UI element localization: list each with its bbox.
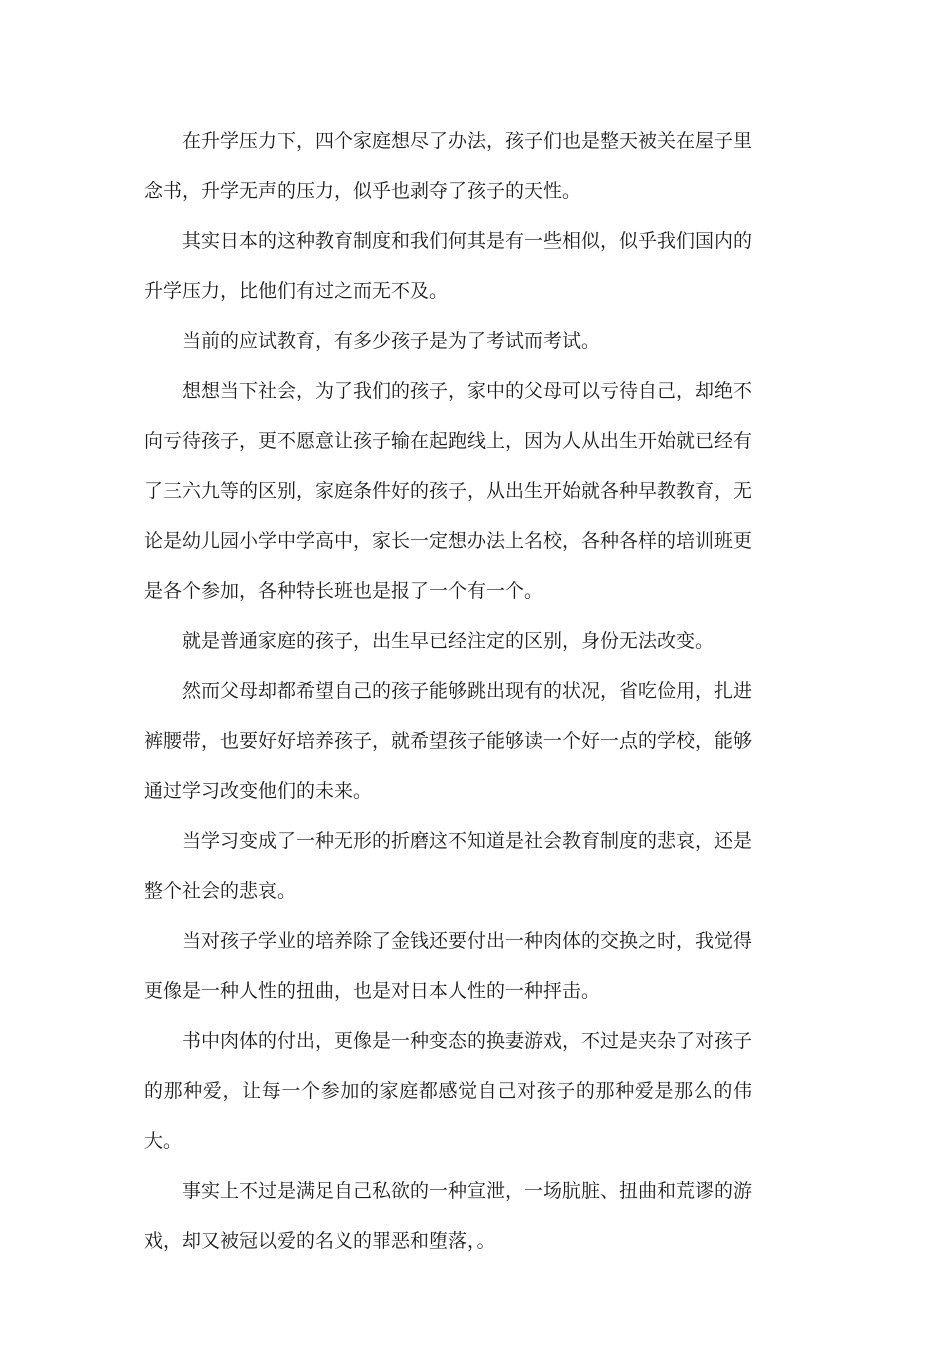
paragraph-4: 想想当下社会，为了我们的孩子，家中的父母可以亏待自己，却绝不向亏待孩子，更不愿意让孩子输在起跑线上，因为人从出生开始就已经有了三六九等的区别，家庭条件好的孩子，从出生开始就各种早教教育，无论是幼儿园小学中学高中，家长一定想办法上名校，各种各样的培训班更是各个参加，各种特长班也是报了一个有一个。 — [144, 380, 753, 602]
paragraph-7: 当学习变成了一种无形的折磨这不知道是社会教育制度的悲哀，还是整个社会的悲哀。 — [144, 830, 753, 902]
paragraph-10: 事实上不过是满足自己私欲的一种宣泄，一场肮脏、扭曲和荒谬的游戏，却又被冠以爱的名义的罪恶和堕落，。 — [144, 1180, 753, 1252]
paragraph-1: 在升学压力下，四个家庭想尽了办法，孩子们也是整天被关在屋子里念书，升学无声的压力，似乎也剥夺了孩子的天性。 — [144, 130, 753, 202]
paragraph-3: 当前的应试教育，有多少孩子是为了考试而考试。 — [182, 330, 601, 352]
paragraph-6: 然而父母却都希望自己的孩子能够跳出现有的状况，省吃俭用，扎进裤腰带，也要好好培养孩子，就希望孩子能够读一个好一点的学校，能够通过学习改变他们的未来。 — [144, 680, 753, 802]
paragraph-9: 书中肉体的付出，更像是一种变态的换妻游戏，不过是夹杂了对孩子的那种爱，让每一个参加的家庭都感觉自己对孩子的那种爱是那么的伟大。 — [144, 1030, 753, 1152]
paragraph-5: 就是普通家庭的孩子，出生早已经注定的区别，身份无法改变。 — [182, 630, 715, 652]
paragraph-8: 当对孩子学业的培养除了金钱还要付出一种肉体的交换之时，我觉得更像是一种人性的扭曲，也是对日本人性的一种抨击。 — [144, 930, 753, 1002]
document-body — [144, 116, 752, 1266]
paragraph-2: 其实日本的这种教育制度和我们何其是有一些相似，似乎我们国内的升学压力，比他们有过之而无不及。 — [144, 230, 753, 302]
